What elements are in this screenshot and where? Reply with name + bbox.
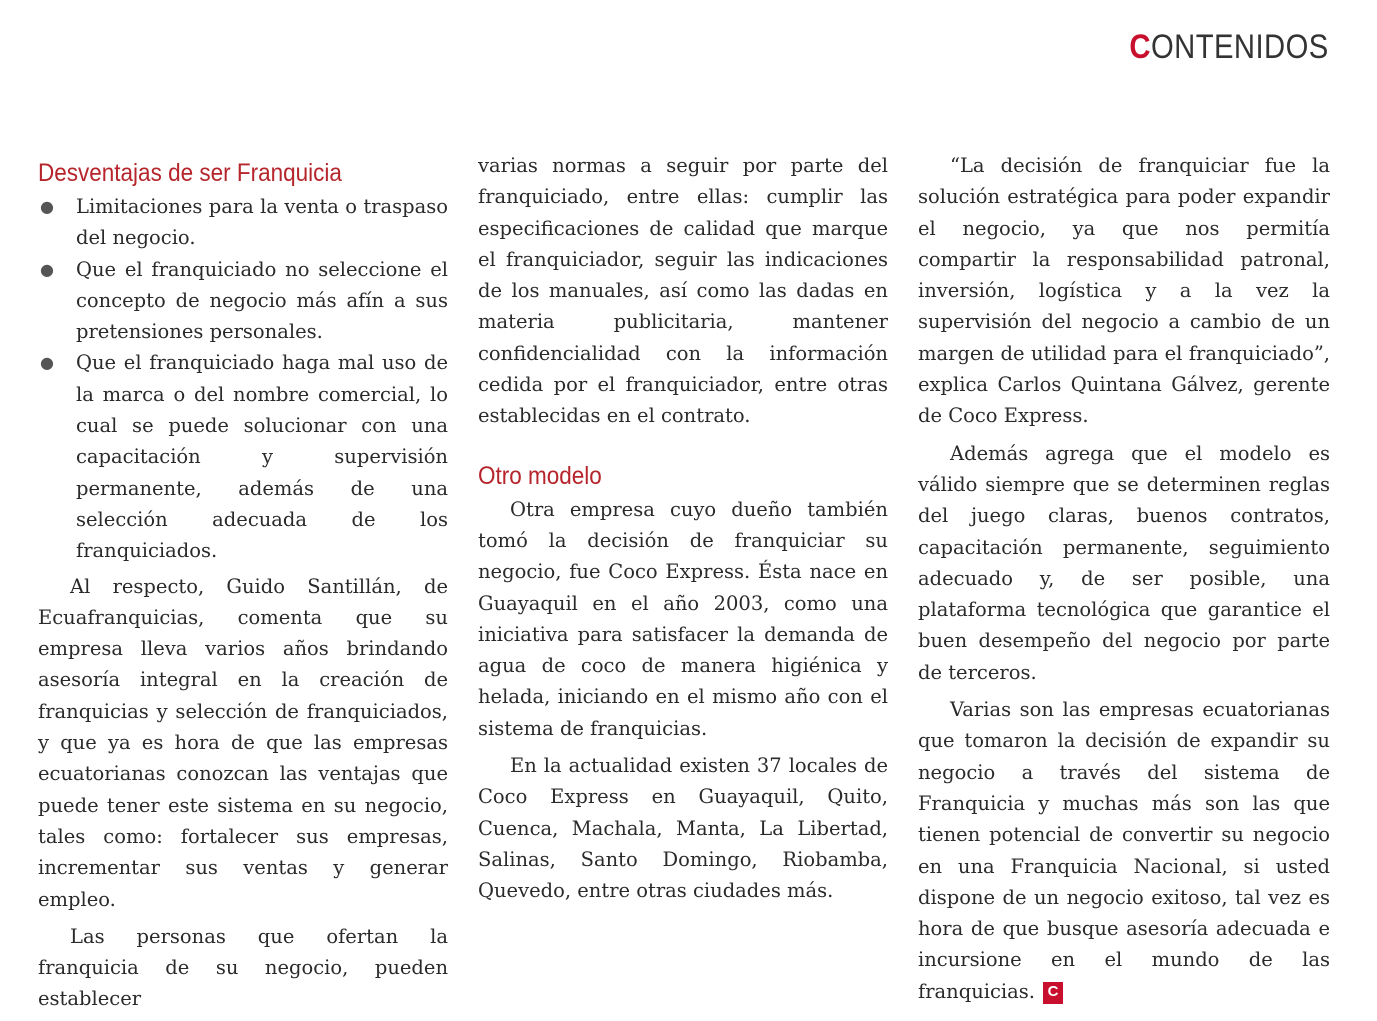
paragraph: Al respecto, Guido Santillán, de Ecuafranquicias, comenta que su empresa lleva varios años brindando asesoría integral en la creación de franquicias y selección de franquiciados, y que ya es hora de que las empresas ecuatorianas conozcan las ventajas que puede tener este sistema en su negocio, tales como: fortalecer sus empresas, incrementar sus ventas y generar empleo. (38, 574, 448, 911)
section-header (1130, 28, 1329, 67)
end-of-article-icon: C (1043, 982, 1063, 1004)
column-3 (918, 150, 1330, 1013)
list-item (38, 254, 448, 348)
paragraph-final (918, 694, 1330, 1007)
column-1 (38, 157, 448, 1021)
list-item-text: Que el franquiciado no seleccione el concepto de negocio más afín a sus pretensiones personales. (76, 257, 448, 344)
paragraph: En la actualidad existen 37 locales de Coco Express en Guayaquil, Quito, Cuenca, Machala, Manta, La Libertad, Salinas, Santo Domingo, Riobamba, Quevedo, entre otras ciudades más. (478, 754, 888, 903)
paragraph: Además agrega que el modelo es válido siempre que se determinen reglas del juego claras, buenos contratos, capacitación permanente, seguimiento adecuado y, de ser posible, una plataforma tecnológica que garantice el buen desempeño del negocio por parte de terceros. (918, 441, 1330, 684)
bullet-icon: ● (40, 259, 54, 279)
list-item-text: Limitaciones para la venta o traspaso del negocio. (76, 195, 448, 250)
paragraph: Otra empresa cuyo dueño también tomó la decisión de franquiciar su negocio, fue Coco Express. Ésta nace en Guayaquil en el año 2003, como una iniciativa para satisfacer la demanda de agua de coco de manera higiénica y helada, iniciando en el mismo año con el sistema de franquicias. (478, 497, 888, 740)
column-2 (478, 150, 888, 913)
bullet-icon: ● (40, 197, 54, 216)
section-header-text: ONTENIDOS (1151, 28, 1329, 66)
list-item (38, 191, 448, 254)
disadvantages-list (38, 191, 448, 567)
list-item-text: Que el franquiciado haga mal uso de la marca o del nombre comercial, lo cual se puede solucionar con una capacitación y supervisión permanente, además de una selección adecuada de los franquiciados. (76, 351, 448, 563)
paragraph: “La decisión de franquiciar fue la solución estratégica para poder expandir el negocio, ya que nos permitía compartir la responsabilidad patronal, inversión, logística y a la vez la supervisión del negocio a cambio de un margen de utilidad para el franquiciado”, explica Carlos Quintana Gálvez, gerente de Coco Express. (918, 154, 1330, 428)
heading-otro-modelo: Otro modelo (478, 461, 602, 490)
paragraph-text: Varias son las empresas ecuatorianas que tomaron la decisión de expandir su negocio a través del sistema de Franquicia y muchas más son las que tienen potencial de convertir su negocio en una Franquicia Nacional, si usted dispone de un negocio exitoso, tal vez es hora de que busque asesoría adecuada e incursione en el mundo de las franquicias. (918, 698, 1330, 1003)
paragraph-continued: varias normas a seguir por parte del franquiciado, entre ellas: cumplir las especificaciones de calidad que marque el franquiciador, seguir las indicaciones de los manuales, así como las dadas en materia publicitaria, mantener confidencialidad con la información cedida por el franquiciador, entre otras establecidas en el contrato. (478, 154, 888, 428)
list-item (38, 347, 448, 566)
heading-desventajas: Desventajas de ser Franquicia (38, 159, 342, 187)
paragraph: Las personas que ofertan la franquicia de su negocio, pueden establecer (38, 924, 448, 1011)
section-header-initial: C (1129, 28, 1152, 66)
bullet-icon: ● (40, 353, 54, 373)
